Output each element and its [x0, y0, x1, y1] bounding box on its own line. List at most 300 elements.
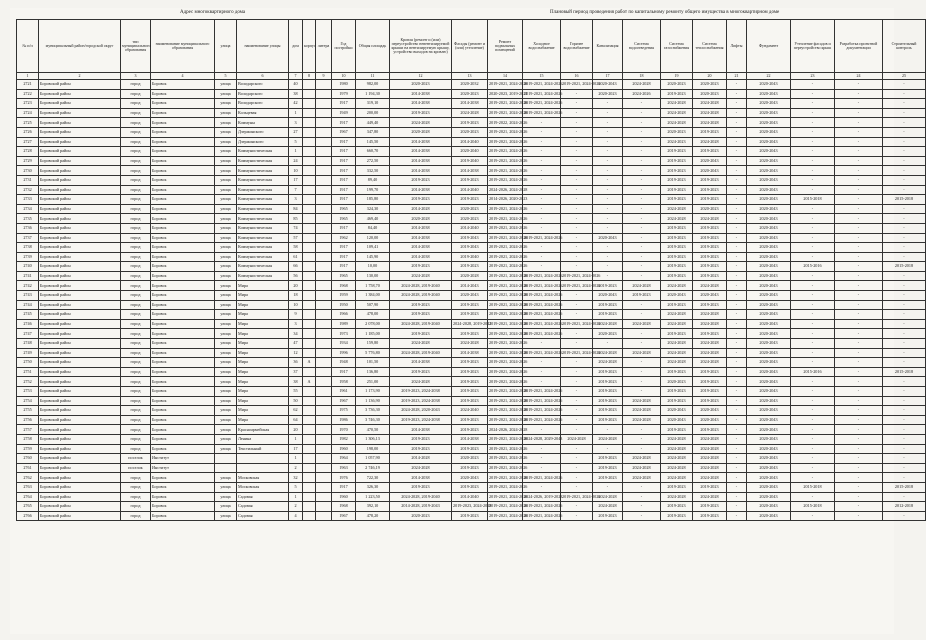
table-cell: -	[883, 185, 926, 195]
table-cell: -	[593, 195, 623, 205]
table-cell: 9	[289, 310, 303, 320]
table-cell: 40	[289, 80, 303, 90]
table-cell: -	[623, 300, 661, 310]
table-cell: город	[121, 425, 151, 435]
table-cell: 2024-2028	[661, 281, 693, 291]
table-cell: 1917	[332, 223, 356, 233]
table-cell: -	[791, 511, 835, 521]
table-cell: 2020-2043	[747, 444, 791, 454]
table-cell: Мира	[237, 348, 289, 358]
table-cell: 1917	[332, 175, 356, 185]
table-cell: 2019-2021, 2024-2026	[488, 262, 523, 272]
table-cell: -	[835, 99, 883, 109]
column-header: дом	[289, 20, 303, 73]
table-cell: 5	[289, 137, 303, 147]
column-header: Система теплоснабжения	[693, 20, 727, 73]
table-cell: -	[727, 387, 747, 397]
table-cell: -	[523, 166, 561, 176]
table-row	[17, 233, 926, 243]
table-cell: -	[561, 511, 593, 521]
column-header: наименование улицы	[237, 20, 289, 73]
table-cell	[303, 406, 316, 416]
column-number: 7	[289, 73, 303, 80]
table-cell: -	[727, 185, 747, 195]
table-cell: 2019-2023	[693, 271, 727, 281]
table-row	[17, 195, 926, 205]
table-cell: -	[523, 444, 561, 454]
table-cell: Текстильный	[237, 444, 289, 454]
table-cell: Боровский район	[39, 127, 121, 137]
table-cell: 24	[289, 156, 303, 166]
table-cell: 2024-2028	[623, 454, 661, 464]
table-cell: -	[883, 434, 926, 444]
table-cell: -	[835, 511, 883, 521]
table-cell: 2020-2028	[452, 271, 488, 281]
table-cell: 2019-2021, 2024-2026	[488, 147, 523, 157]
table-cell: -	[883, 348, 926, 358]
table-cell: Боровск	[151, 406, 215, 416]
table-row	[17, 358, 926, 368]
table-cell: 2014-2040	[452, 223, 488, 233]
table-cell: Московская	[237, 482, 289, 492]
table-cell: 2019-2023	[390, 444, 452, 454]
table-cell: 101,50	[356, 358, 390, 368]
table-cell: 2019-2021, 2024-2026	[488, 166, 523, 176]
table-cell: Боровск	[151, 492, 215, 502]
column-number: 16	[561, 73, 593, 80]
table-cell	[303, 156, 316, 166]
table-cell: 2019-2021, 2024-2026	[488, 281, 523, 291]
table-cell	[316, 329, 332, 339]
column-header: Фундамент	[747, 20, 791, 73]
table-cell: -	[835, 387, 883, 397]
table-cell: 1917	[332, 367, 356, 377]
table-cell: -	[623, 358, 661, 368]
table-cell: 2019-2021, 2024-2026	[488, 175, 523, 185]
table-cell: город	[121, 367, 151, 377]
table-cell: 2024-2028, 2019-2040	[390, 291, 452, 301]
table-cell: -	[561, 329, 593, 339]
table-cell	[215, 463, 237, 473]
table-cell: 2019-2023, 2024-2038	[390, 387, 452, 397]
table-cell: 2019-2023	[661, 89, 693, 99]
table-cell: 2019-2023	[452, 195, 488, 205]
table-cell: город	[121, 291, 151, 301]
table-cell: улица	[215, 271, 237, 281]
table-cell: -	[593, 444, 623, 454]
table-cell: 2024-2028	[661, 473, 693, 483]
table-cell: 2019-2021, 2024-2026	[523, 80, 561, 90]
table-cell: -	[791, 108, 835, 118]
table-cell	[303, 271, 316, 281]
table-cell: 2014-2038	[390, 473, 452, 483]
table-cell: улица	[215, 348, 237, 358]
column-number: 8	[303, 73, 316, 80]
table-cell: 2020-2023	[390, 80, 452, 90]
table-cell: Володарского	[237, 80, 289, 90]
table-cell: 1979	[332, 89, 356, 99]
column-header: № п/п	[17, 20, 39, 73]
table-cell: 2019-2023	[452, 444, 488, 454]
table-cell: 2	[289, 502, 303, 512]
table-cell: 2019-2021, 2024-2026	[488, 233, 523, 243]
table-cell: -	[561, 243, 593, 253]
table-cell: -	[883, 204, 926, 214]
table-cell: 2721	[17, 80, 39, 90]
table-cell	[316, 406, 332, 416]
table-cell: 2014-2038	[452, 348, 488, 358]
table-cell: 2015-2018	[791, 482, 835, 492]
table-cell: 2019-2023	[693, 127, 727, 137]
table-cell: Боровский район	[39, 195, 121, 205]
table-cell: 2019-2021, 2024-2026	[488, 482, 523, 492]
table-cell: 84	[289, 204, 303, 214]
table-cell: 2746	[17, 319, 39, 329]
table-cell: 2765	[17, 502, 39, 512]
table-cell: Институт	[151, 463, 215, 473]
table-cell: 2019-2023	[390, 175, 452, 185]
table-cell: 2024-2028	[693, 473, 727, 483]
table-cell: Боровск	[151, 377, 215, 387]
table-cell: 62	[289, 406, 303, 416]
table-cell: 2019-2021, 2024-2026	[488, 348, 523, 358]
table-cell: 2749	[17, 348, 39, 358]
table-cell: 1959	[332, 291, 356, 301]
table-cell: 2019-2022, 2024-2026	[488, 118, 523, 128]
table-cell: -	[623, 185, 661, 195]
table-cell: -	[561, 463, 593, 473]
table-cell: 2019-2023	[390, 310, 452, 320]
column-header: литера	[316, 20, 332, 73]
table-cell: -	[791, 80, 835, 90]
table-cell: 2019-2021, 2024-2026	[523, 415, 561, 425]
table-cell: -	[523, 425, 561, 435]
table-cell: 2020-2023	[452, 454, 488, 464]
table-cell: 1980	[332, 80, 356, 90]
table-cell: Дзержинского	[237, 137, 289, 147]
table-cell: -	[883, 243, 926, 253]
column-number: 2	[39, 73, 121, 80]
table-cell: Володарского	[237, 99, 289, 109]
table-cell: Коммунистическая	[237, 271, 289, 281]
table-cell: -	[835, 271, 883, 281]
table-cell: Мира	[237, 291, 289, 301]
table-cell: -	[523, 262, 561, 272]
table-cell: 1968	[332, 502, 356, 512]
table-cell	[316, 358, 332, 368]
table-cell	[316, 214, 332, 224]
table-cell: 2024-2040	[452, 406, 488, 416]
table-cell: город	[121, 175, 151, 185]
table-cell: 1 223,50	[356, 492, 390, 502]
table-cell: улица	[215, 214, 237, 224]
table-cell	[303, 387, 316, 397]
table-cell: 2020-2043	[747, 396, 791, 406]
table-cell	[303, 482, 316, 492]
table-cell: -	[561, 195, 593, 205]
table-cell: Боровский район	[39, 262, 121, 272]
table-cell: город	[121, 271, 151, 281]
table-cell: -	[623, 387, 661, 397]
table-cell: -	[791, 137, 835, 147]
table-cell: -	[561, 291, 593, 301]
table-cell: Боровск	[151, 339, 215, 349]
table-cell: -	[791, 243, 835, 253]
table-cell: -	[593, 223, 623, 233]
table-cell: -	[883, 127, 926, 137]
table-cell: город	[121, 444, 151, 454]
table-cell: 478,00	[356, 310, 390, 320]
table-cell: Коммунистическая	[237, 166, 289, 176]
table-cell: Боровск	[151, 319, 215, 329]
column-number: 25	[883, 73, 926, 80]
table-cell: -	[561, 175, 593, 185]
table-cell: 2024-2026, 2024-2028	[488, 185, 523, 195]
table-cell: 1973	[332, 329, 356, 339]
table-cell: 2019-2023	[661, 511, 693, 521]
table-cell: 2020-2043	[747, 482, 791, 492]
table-cell: -	[727, 406, 747, 416]
table-cell: Боровск	[151, 156, 215, 166]
table-cell: улица	[215, 156, 237, 166]
table-cell: Коммунистическая	[237, 195, 289, 205]
table-cell: 2724	[17, 108, 39, 118]
table-cell: -	[727, 175, 747, 185]
table-cell: 2019-2023	[593, 387, 623, 397]
table-cell	[303, 233, 316, 243]
table-cell: Садовая	[237, 511, 289, 521]
table-cell: -	[623, 118, 661, 128]
table-cell: 2019-2023	[390, 329, 452, 339]
table-cell: Боровск	[151, 89, 215, 99]
table-cell: 2015-2018	[883, 262, 926, 272]
table-cell: 2024-2028	[693, 463, 727, 473]
table-cell: 5	[289, 482, 303, 492]
table-cell: 2725	[17, 118, 39, 128]
column-header: Канализация	[593, 20, 623, 73]
table-cell: 326,30	[356, 482, 390, 492]
table-cell: -	[883, 415, 926, 425]
table-cell: 2019-2023	[693, 223, 727, 233]
table-cell: 2019-2023	[593, 367, 623, 377]
table-cell: улица	[215, 175, 237, 185]
table-cell: 2014-2038	[390, 243, 452, 253]
table-cell: 2020-2043	[693, 166, 727, 176]
table-row	[17, 415, 926, 425]
table-cell: -	[561, 482, 593, 492]
table-cell: 2747	[17, 329, 39, 339]
table-cell: 2019-2021, 2024-2026	[488, 271, 523, 281]
table-row	[17, 185, 926, 195]
table-cell: -	[623, 502, 661, 512]
table-cell: -	[791, 99, 835, 109]
table-cell: 2741	[17, 271, 39, 281]
table-cell: 2019-2021, 2024-2026	[488, 396, 523, 406]
table-cell: -	[561, 118, 593, 128]
table-cell: -	[727, 473, 747, 483]
table-cell	[303, 137, 316, 147]
table-cell: 2020-2043	[747, 89, 791, 99]
table-cell: Боровск	[151, 425, 215, 435]
table-cell: 2020-2043	[661, 406, 693, 416]
table-cell	[303, 195, 316, 205]
table-cell: Боровский район	[39, 387, 121, 397]
table-row	[17, 319, 926, 329]
table-cell: 2019-2023	[593, 310, 623, 320]
table-cell	[316, 396, 332, 406]
table-cell: город	[121, 281, 151, 291]
table-cell: 2014-2028	[390, 204, 452, 214]
table-cell: 2019-2023	[661, 396, 693, 406]
table-cell: 2020-2043	[747, 137, 791, 147]
table-cell: 1917	[332, 137, 356, 147]
table-cell: -	[623, 377, 661, 387]
table-row	[17, 118, 926, 128]
table-cell: 1967	[332, 127, 356, 137]
table-cell: 2020-2043	[747, 434, 791, 444]
table-cell	[303, 300, 316, 310]
table-cell: Красноармейская	[237, 425, 289, 435]
table-cell	[303, 147, 316, 157]
column-number: 19	[661, 73, 693, 80]
table-cell	[303, 348, 316, 358]
table-cell: -	[593, 271, 623, 281]
table-cell: -	[791, 127, 835, 137]
table-cell: -	[561, 339, 593, 349]
table-cell: 2020-2023	[593, 89, 623, 99]
table-cell: 1967	[332, 396, 356, 406]
table-cell: А	[303, 358, 316, 368]
address-group-caption: Адрес многоквартирного дома	[180, 10, 246, 15]
table-cell: -	[883, 492, 926, 502]
table-cell: -	[883, 339, 926, 349]
table-cell: 20	[289, 281, 303, 291]
table-cell: -	[835, 291, 883, 301]
table-cell: 109,41	[356, 243, 390, 253]
table-cell: 2014-2028, 2019-2043	[390, 502, 452, 512]
table-cell: Боровск	[151, 99, 215, 109]
table-cell: 2019-2023	[693, 252, 727, 262]
table-cell: 47	[289, 339, 303, 349]
table-cell: Боровск	[151, 127, 215, 137]
table-cell	[303, 89, 316, 99]
table-cell: 2020-2043	[747, 80, 791, 90]
column-number: 20	[693, 73, 727, 80]
table-cell: -	[835, 223, 883, 233]
table-cell: улица	[215, 358, 237, 368]
table-cell: 2019-2021, 2024-2026	[523, 300, 561, 310]
table-cell: -	[727, 300, 747, 310]
table-cell: 2019-2023	[452, 482, 488, 492]
table-cell: 2019-2021, 2024-2026	[488, 243, 523, 253]
table-cell: Боровский район	[39, 89, 121, 99]
table-cell: 2723	[17, 99, 39, 109]
table-cell: 2024-2023	[661, 137, 693, 147]
table-cell: -	[883, 99, 926, 109]
table-cell: 2020-2043	[693, 415, 727, 425]
table-cell: 507,90	[356, 300, 390, 310]
table-cell: 2020-2043	[747, 214, 791, 224]
column-number: 12	[390, 73, 452, 80]
table-cell: -	[623, 108, 661, 118]
table-cell: 2739	[17, 252, 39, 262]
table-cell: -	[883, 223, 926, 233]
table-cell: 449,40	[356, 118, 390, 128]
table-cell: 2763	[17, 482, 39, 492]
table-cell: город	[121, 300, 151, 310]
table-cell	[303, 425, 316, 435]
table-cell: 2014-2038	[390, 358, 452, 368]
table-cell	[316, 425, 332, 435]
table-cell: город	[121, 339, 151, 349]
table-cell: 2019-2023	[593, 300, 623, 310]
table-cell: -	[623, 310, 661, 320]
table-cell: Коммунистическая	[237, 262, 289, 272]
table-cell: 2	[289, 463, 303, 473]
table-cell: -	[593, 118, 623, 128]
table-row	[17, 99, 926, 109]
table-cell	[303, 214, 316, 224]
table-cell	[316, 444, 332, 454]
table-cell: -	[523, 252, 561, 262]
table-cell: 2024-2028, 2019-2040	[390, 348, 452, 358]
table-cell	[303, 329, 316, 339]
table-cell: -	[835, 339, 883, 349]
table-cell: улица	[215, 425, 237, 435]
column-header: наименование муниципального образования	[151, 20, 215, 73]
table-row	[17, 348, 926, 358]
table-cell: Боровский район	[39, 108, 121, 118]
table-cell: -	[561, 262, 593, 272]
table-cell: 2020-2043	[747, 99, 791, 109]
table-cell: 2020-2043	[693, 291, 727, 301]
table-cell: 2019-2023	[452, 367, 488, 377]
table-cell: 2 746,19	[356, 463, 390, 473]
table-cell: 2024-2028	[593, 319, 623, 329]
table-cell: улица	[215, 300, 237, 310]
table-cell: 2019-2023	[593, 396, 623, 406]
table-cell: 10	[289, 166, 303, 176]
table-cell: Боровск	[151, 204, 215, 214]
table-cell: 2024-2028	[390, 339, 452, 349]
table-cell: 2019-2021, 2024-2026	[488, 291, 523, 301]
table-cell: 2020-2043	[747, 300, 791, 310]
table-cell: 1967	[332, 511, 356, 521]
table-cell: -	[835, 137, 883, 147]
table-cell: 2020-2043	[747, 185, 791, 195]
table-cell: -	[623, 195, 661, 205]
table-cell: 2020-2043	[747, 454, 791, 464]
table-cell: 2024-2028	[623, 396, 661, 406]
table-cell: 324,30	[356, 204, 390, 214]
table-cell: Боровск	[151, 243, 215, 253]
table-cell: -	[791, 387, 835, 397]
table-cell: улица	[215, 367, 237, 377]
table-cell: 2020-2028	[390, 214, 452, 224]
table-cell: 332,50	[356, 166, 390, 176]
document-page	[10, 8, 917, 634]
table-cell: Боровский район	[39, 358, 121, 368]
table-cell: 32	[289, 473, 303, 483]
table-cell: город	[121, 396, 151, 406]
table-cell: 2020-2043	[747, 156, 791, 166]
table-cell: -	[727, 339, 747, 349]
table-cell: -	[883, 137, 926, 147]
table-cell: 2019-2021, 2024-2026	[488, 492, 523, 502]
table-cell	[316, 156, 332, 166]
table-cell: улица	[215, 204, 237, 214]
table-cell: 1970	[332, 425, 356, 435]
